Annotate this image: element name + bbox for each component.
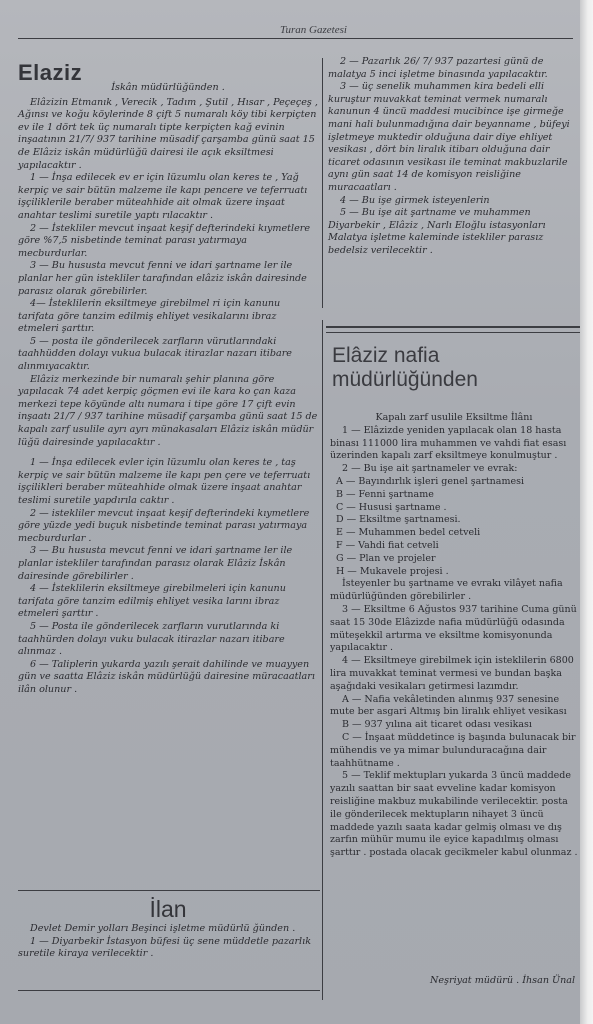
list-item: A — Bayındırlık işleri genel şartnamesi (336, 475, 524, 487)
paragraph: C — İnşaat müddetince iş başında bulunacak bir mühendis ve ya mimar bulunduracağına dair taahhütname . (330, 731, 576, 769)
header-rule (18, 38, 573, 39)
right-top-column (328, 56, 578, 258)
list-item: D — Eksiltme şartnamesi. (336, 514, 461, 526)
paragraph: 4— İsteklilerin eksiltmeye girebilmel ri için kanunu tarifata göre tanzim edilmiş ehliyet vesikalarını ibraz etmeleri şarttır. (18, 298, 281, 335)
paragraph: 1 — İnşa edilecek ev er için lüzumlu olan keres te , Yağ kerpiç ve sair bütün malzeme ile kapı pencere ve teferruatı işçiliklerile beraber müteahhide ait olmak üzere inşaat anahtar teslimi suretile yaptı rılacaktır . (18, 172, 308, 221)
section-rule (18, 890, 320, 891)
paragraph: 2 — Bu işe ait şartnameler ve evrak: (342, 463, 518, 475)
ilan-title: İlan (149, 896, 187, 922)
list-item: E — Muhammen bedel cetveli (336, 527, 481, 539)
signature: Neşriyat müdürü . İhsan Ünal (430, 975, 576, 986)
paragraph: 5 — Posta ile gönderilecek zarfların vurutlarında ki taahhürden dolayı vuku bulacak itirazlar nazarı itibare alınmaz . (18, 620, 285, 658)
masthead: Turan Gazetesi (280, 24, 347, 36)
paragraph: İsteyenler bu şartname ve evrakı vilâyet nafia müdürlüğünden görebilirler . (330, 578, 563, 603)
paragraph: 3 — Eksiltme 6 Ağustos 937 tarihine Cuma günü saat 15 30de Elâzizde nafia müdürlüğü odasında müteşekkil artırma ve eksiltme komisyonunda yapılacaktır . (330, 603, 577, 654)
list-item: B — Fenni şartname (336, 488, 434, 500)
paragraph: Elâziz merkezinde bir numaralı şehir planına göre yapılacak 74 adet kerpiç göçmen evi ile kara ko çan kaza merkezi tepe köyünde altı numara i tipe göre 17 çift evin inşaatı 21/7 / 937 tarihine müsadif çarşamba günü saat 15 de kapalı zarf usulile ayrı ayrı münakasaları Elâziz iskân müdür lüğü dairesinde yapılacaktır . (18, 373, 318, 448)
page-header (18, 24, 573, 44)
paragraph: 3 — Bu hususta mevcut fenni ve idari şartname ler ile planlar istekliler tarafından parasız olarak Elâziz İskân dairesinde görebilirler . (18, 545, 293, 582)
paragraph: 4 — İsteklilerin eksiltmeye girebilmeleri için kanunu tarifata göre tanzim edilmiş ehliyet vesika larını ibraz etmeleri şarttır . (18, 583, 286, 620)
paragraph: 4 — Bu işe girmek isteyenlerin (340, 194, 490, 206)
list-item: F — Vahdi fiat cetveli (336, 539, 439, 551)
paragraph: 4 — Eksiltmeye girebilmek için isteklilerin 6800 lira muvakkat teminat vermesi ve bundan başka aşağıdaki vesikaları getirmesi lazımdır. (330, 655, 574, 692)
paragraph: Elâzizin Etmanık , Verecik , Tadım , Şutil , Hısar , Peçeçeş , Ağınsı ve koğu köylerinde 8 çift 5 numaralı köy tibi kerpiçten ev ile 1 dört tek üç numaralı tipte kerpiçten kağ evinin inşaatının 21/7/ 937 tarihine müsadif çarşamba günü saat 15 de Elâziz iskân müdürlüğü dairesi ile açık eksiltmesi yapılacaktır . (18, 96, 318, 171)
ilan-section (18, 895, 318, 961)
column-divider (322, 320, 323, 1000)
paragraph: 3 — Bu hususta mevcut fenni ve idari şartname ler ile planlar her gün istekliler tarafından elâziz iskân dairesinde parasız olarak görebilirler. (18, 260, 307, 297)
paragraph: B — 937 yılına ait ticaret odası vesikası (342, 719, 532, 731)
paragraph: Kapalı zarf usulile Eksiltme İlânı (375, 412, 533, 423)
list-item: G — Plan ve projeler (336, 552, 436, 564)
list-item: C — Hususi şartname . (336, 501, 447, 513)
column-divider (322, 58, 323, 308)
list-item: H — Mukavele projesi . (336, 565, 449, 577)
article-title: Elaziz (18, 60, 83, 85)
paragraph: 1 — Elâzizde yeniden yapılacak olan 18 hasta binası 111000 lira muhammen ve vahdi fiat esası üzerinden kapalı zarf eksiltmeye konulmuştur . (330, 424, 567, 462)
nafia-title: Elâziz nafia müdürlüğünden (332, 344, 478, 391)
paragraph: 2 — Pazarlık 26/ 7/ 937 pazartesi günü de malatya 5 inci işletme binasında yapılacaktır. (328, 56, 548, 80)
paragraph: 5 — Bu işe ait şartname ve muhammen Diyarbekir , Elâziz , Narlı Eloğlu istasyonları Malatya işletme kaleminde istekliler parasız bedelsiz verilecektir . (328, 207, 546, 256)
paragraph: 1 — İnşa edilecek evler için lüzumlu olan keres te , taş kerpiç ve sair bütün malzeme ile kapı pen çere ve teferruatı işçilikleri beraber müteahhide olmak üzere inşaat anahtar teslimi suretile yapdırıla caktır . (18, 457, 311, 506)
paragraph: Devlet Demir yolları Beşinci işletme müdürlü ğünden . (30, 923, 296, 934)
paragraph: 1 — Diyarbekir İstasyon büfesi üç sene müddetle pazarlık suretile kiraya verilecektir . (18, 935, 312, 960)
paragraph: 2 — istekliler mevcut inşaat keşif defterindeki kıymetlere göre yüzde yedi buçuk nisbetinde teminat parası yatırmaya mecburdurlar . (18, 507, 310, 544)
left-column (18, 60, 318, 697)
paragraph: 2 — İstekliler mevcut inşaat keşif defterindeki kıymetlere göre %7,5 nisbetinde teminat parası yatırmaya mecburdurlar. (18, 222, 311, 259)
paragraph: 6 — Taliplerin yukarda yazılı şerait dahilinde ve muayyen gün ve saatta Elâziz iskân müdürlüğü dairesine müracaatları ilân olunur . (18, 658, 315, 695)
article-subtitle: İskân müdürlüğünden . (111, 82, 225, 93)
section-rule (18, 990, 320, 991)
section-rule (326, 332, 580, 333)
page-edge (580, 0, 593, 1024)
paragraph: 5 — Teklif mektupları yukarda 3 üncü maddede yazılı saattan bir saat evveline kadar komisyon reisliğine makbuz mukabilinde verilecektir. posta ile gönderilecek mektupların nihayet 3 üncü maddede yazılı saata kadar gelmiş olması ve dış zarfın mühür mumu ile eyice kapadılmış olması şarttır . postada olacak gecikmeler kabul olunmaz . (330, 770, 578, 859)
paragraph: A — Nafia vekâletinden alınmış 937 senesine mute ber asgari Altmış bin liralık ehliyet vesikası (330, 693, 567, 718)
section-rule (326, 326, 580, 328)
right-bottom-column (330, 412, 578, 860)
paragraph: 3 — üç senelik muhammen kira bedeli elli kuruştur muvakkat teminat vermek numaralı kanunun 4 üncü maddesi mucibince işe girmeğe mani hali bulunmadığına dair beyanname , büfeyi işletmeye muktedir olduğuna dair diye ehliyet vesikası , dört bin liralık itibarı olduğuna dair ticaret odasının vesikası ile teminat makbuzlarile aynı gün saat 14 de komisyon reisliğine muracaatları . (328, 81, 570, 193)
paragraph: 5 — posta ile gönderilecek zarfların vürutlarındaki taahhüdden dolayı vukua bulacak itirazlar nazarı itibare alınmıyacaktır. (18, 335, 292, 373)
